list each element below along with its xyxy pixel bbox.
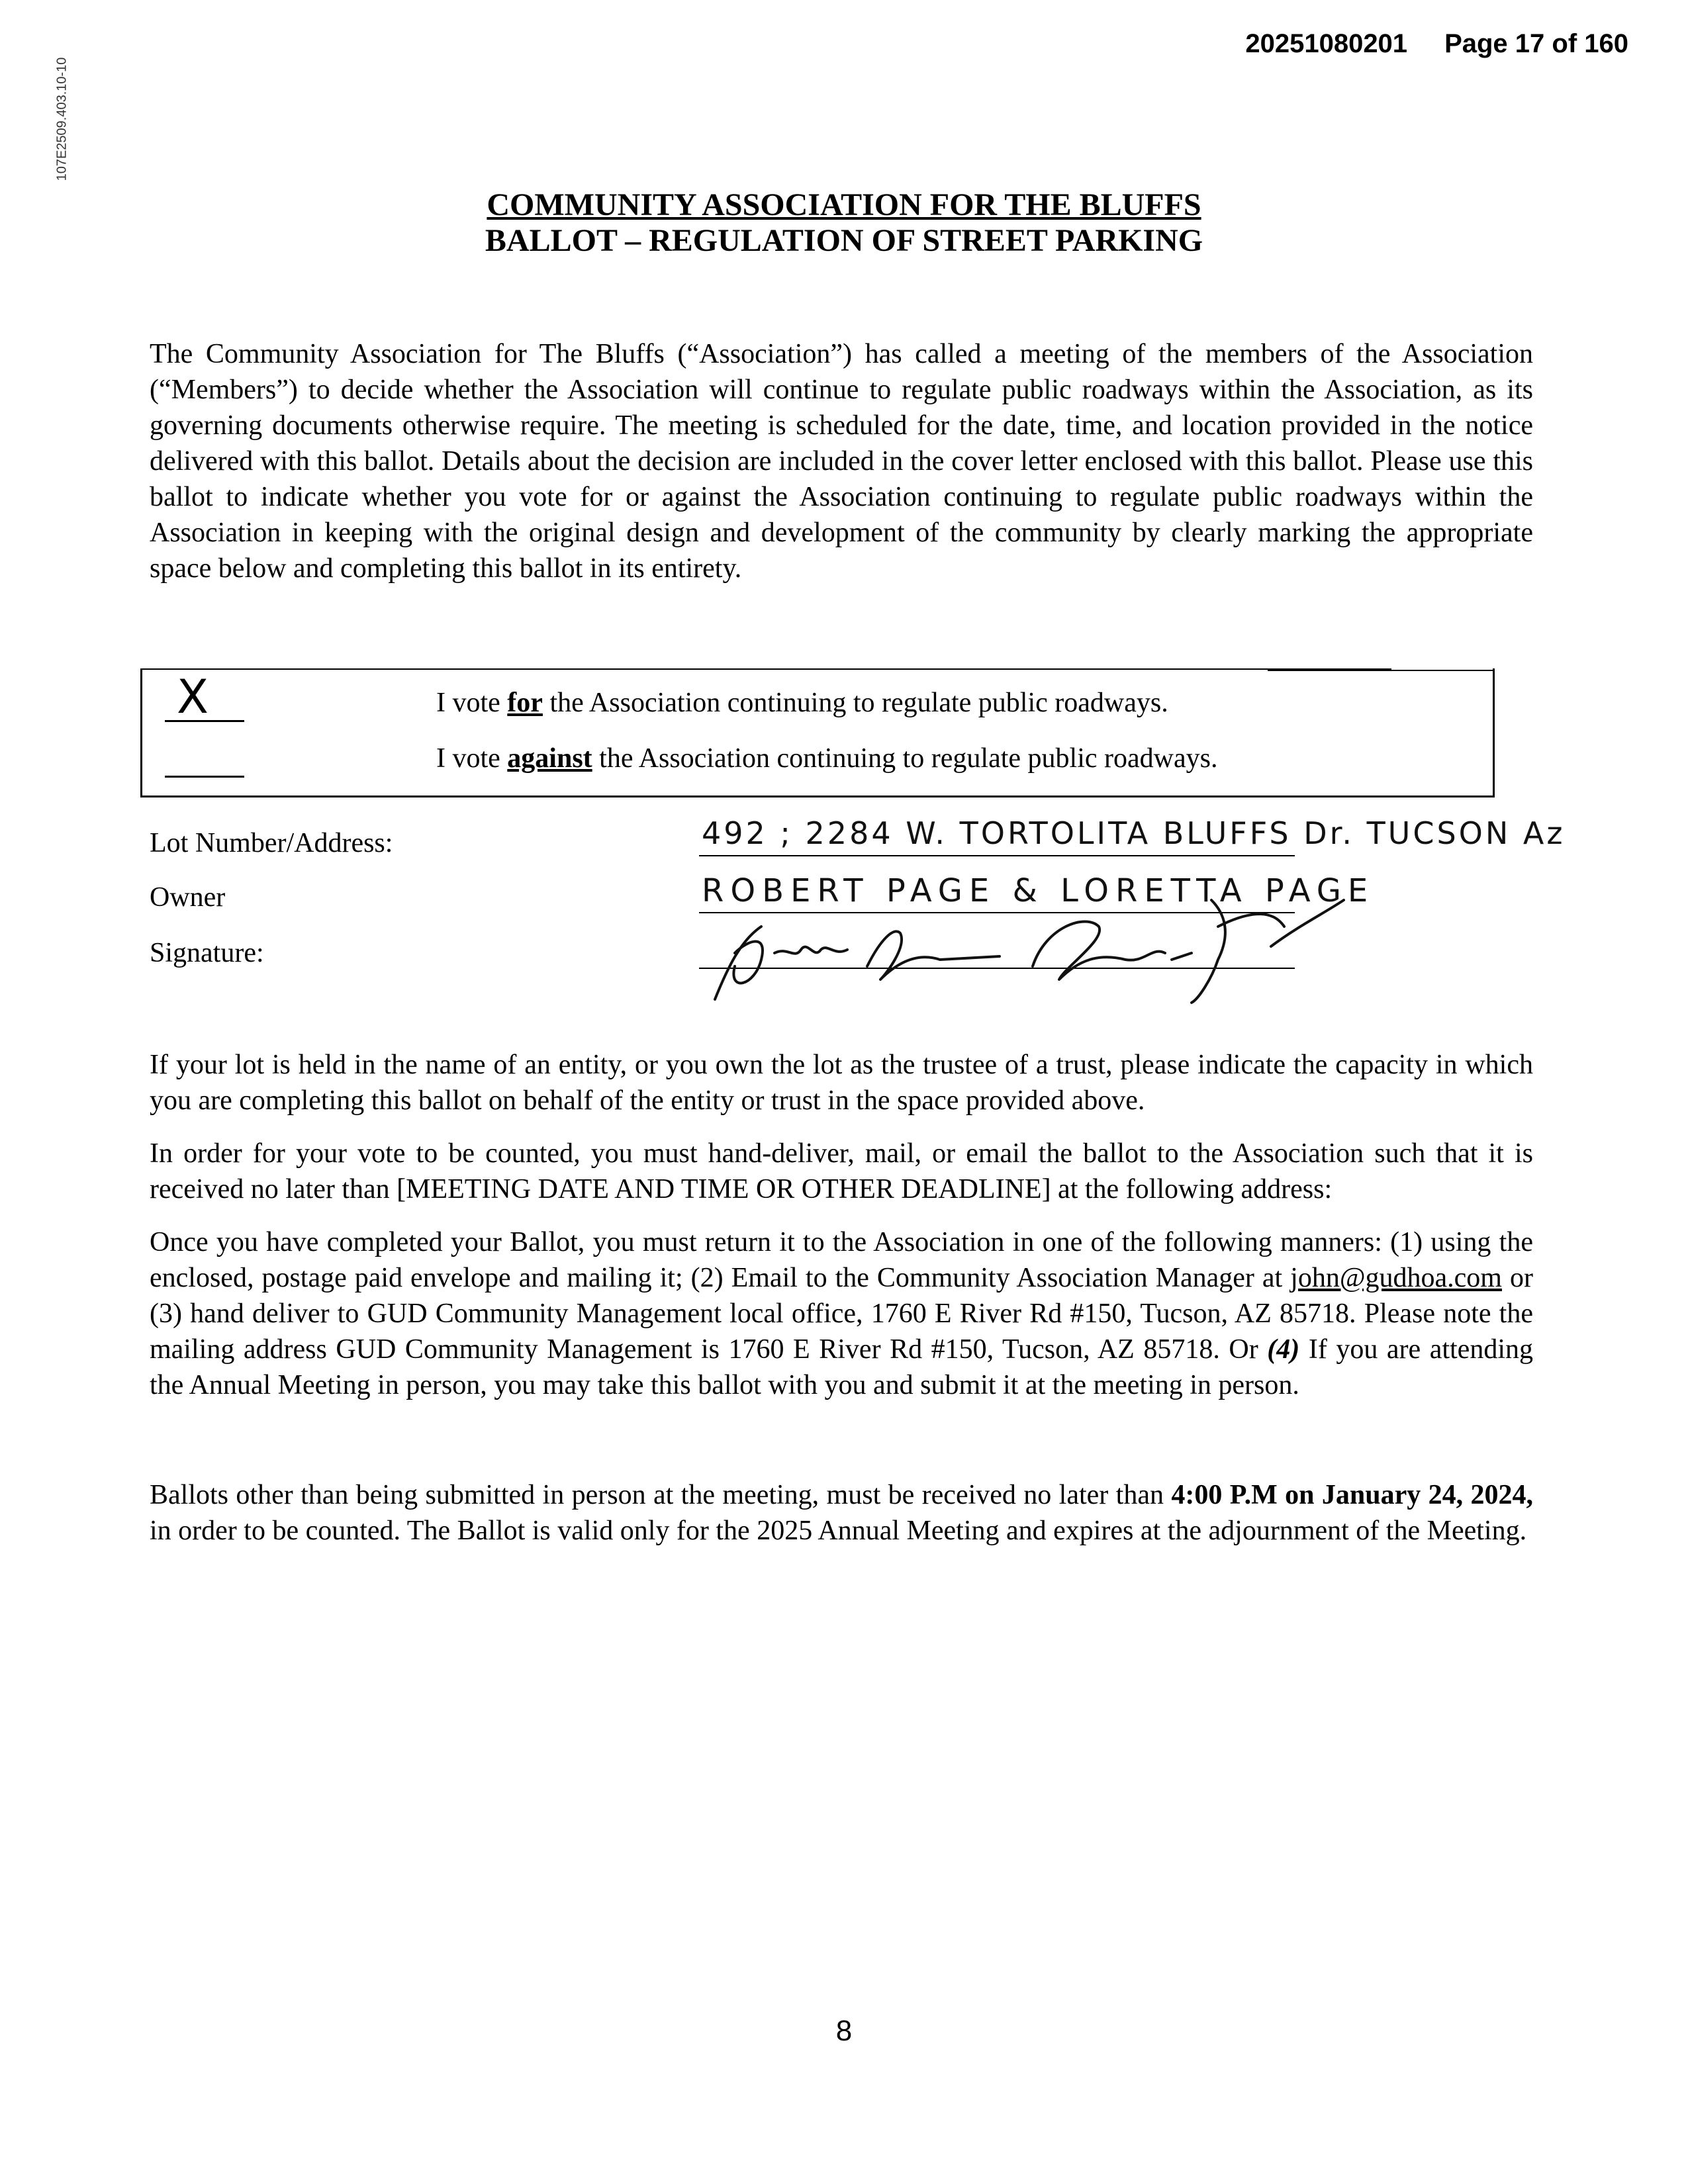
vote-option-for[interactable]: [142, 670, 1493, 728]
entity-paragraph: If your lot is held in the name of an entity, or you own the lot as the trustee of a trust, please indicate the capacity in which you are completing this ballot on behalf of the entity or trust in the space provided above.: [150, 1050, 1533, 1116]
vote-box-top-border: [140, 668, 1391, 670]
email-link[interactable]: john@gudhoa.com: [1290, 1263, 1502, 1293]
vote-against-prefix: I vote: [436, 743, 508, 774]
page-label: Page 17 of 160: [1444, 29, 1628, 58]
deadline-date: 4:00 P.M on January 24, 2024,: [1171, 1480, 1533, 1510]
vote-for-keyword: for: [507, 688, 543, 718]
vote-for-text: [436, 687, 1168, 719]
vote-against-keyword: against: [507, 743, 592, 774]
vote-for-mark: X: [177, 670, 209, 724]
side-stamp: [49, 40, 75, 199]
deadline-paragraph: [150, 1477, 1533, 1549]
lot-address-line[interactable]: [699, 855, 1295, 856]
deadline-text-1: Ballots other than being submitted in person at the meeting, must be received no later than: [150, 1480, 1172, 1510]
intro-paragraph: The Community Association for The Bluffs (“Association”) has called a meeting of the members of the Association (“Members”) to decide whether the Association will continue to regulate public roadways within the Association, as its governing documents otherwise require. The meeting is scheduled for the date, time, and location provided in the notice delivered with this ballot. Details about the decision are included in the cover letter enclosed with this ballot. Please use this ballot to indicate whether you vote for or against the Association continuing to regulate public roadways within the Association in keeping with the original design and development of the community by clearly marking the appropriate space below and completing this ballot in its entirety.: [150, 339, 1533, 584]
page-header: [1245, 29, 1628, 59]
vote-against-suffix: the Association continuing to regulate public roadways.: [592, 743, 1218, 774]
document-number: 20251080201: [1245, 29, 1408, 58]
deadline-text-2: in order to be counted. The Ballot is valid only for the 2025 Annual Meeting and expires at the adjournment of the Meeting.: [150, 1516, 1527, 1546]
page-number: 8: [835, 2015, 853, 2047]
title-line-1: COMMUNITY ASSOCIATION FOR THE BLUFFS: [487, 187, 1201, 222]
owner-label: Owner: [150, 882, 226, 913]
handwritten-signature: [688, 887, 1403, 1006]
return-text-2: or (3) hand deliver to GUD Community Management local office, 1760 E River Rd #150, Tucson, AZ 85718. Please note the mailing address GUD Community Management is 1760 E River Rd #150, Tucson, AZ 85718. Or: [150, 1263, 1533, 1365]
vote-for-suffix: the Association continuing to regulate public roadways.: [542, 688, 1168, 718]
document-subtitle: BALLOT – REGULATION OF STREET PARKING: [485, 223, 1203, 258]
vote-box: [140, 668, 1495, 797]
return-paragraph: [150, 1224, 1533, 1403]
lot-address-handwritten: 492 ; 2284 W. TORTOLITA BLUFFS Dr. TUCSON Az: [702, 815, 1566, 851]
vote-option-against[interactable]: [142, 737, 1493, 784]
document-title: [0, 187, 1688, 223]
vote-against-text: [436, 743, 1217, 774]
vote-against-mark-line[interactable]: [165, 776, 244, 778]
owner-handwritten: ROBERT PAGE & LORETTA PAGE: [702, 872, 1375, 909]
signature-label: Signature:: [150, 938, 264, 968]
lot-address-label: Lot Number/Address:: [150, 828, 393, 858]
return-option-4: (4): [1267, 1334, 1300, 1365]
deliver-paragraph: In order for your vote to be counted, you must hand-deliver, mail, or email the ballot to the Association such that it is received no later than [MEETING DATE AND TIME OR OTHER DEADLINE] at the following address:: [150, 1138, 1533, 1205]
side-stamp-text: 107E2509.403.10-10: [54, 57, 70, 181]
vote-box-top-border-2: [1268, 670, 1493, 671]
vote-for-prefix: I vote: [436, 688, 508, 718]
return-text-3: If you are attending the Annual Meeting in person, you may take this ballot with you and submit it at the meeting in person.: [150, 1334, 1533, 1400]
return-text-1: Once you have completed your Ballot, you must return it to the Association in one of the following manners: (1) using the enclosed, postage paid envelope and mailing it; (2) Email to the Community Association Manager at: [150, 1227, 1533, 1293]
